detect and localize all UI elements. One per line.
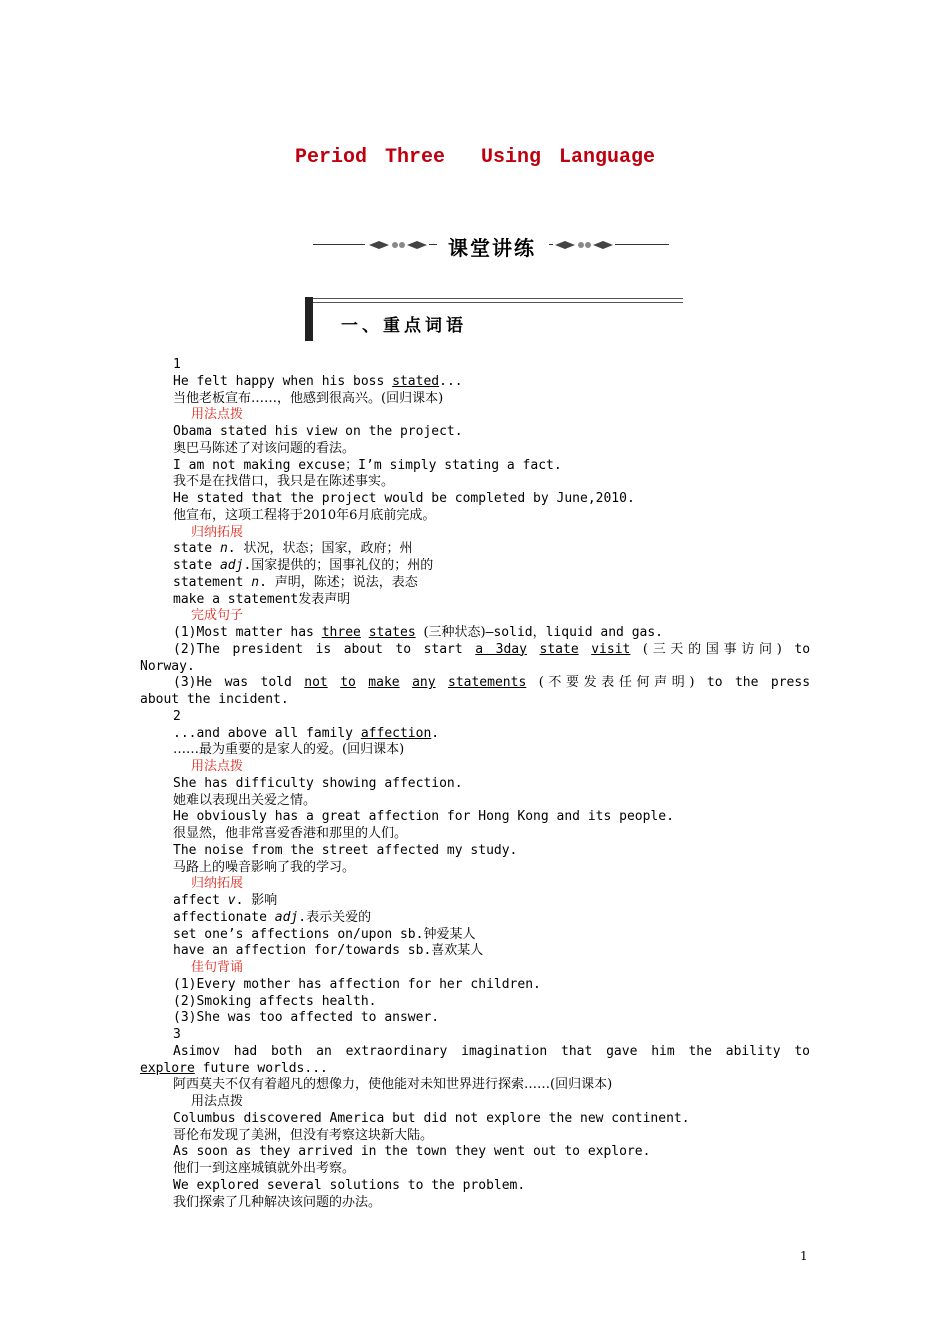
example-line: We explored several solutions to the problem. — [173, 1177, 526, 1193]
ornament-left-icon — [367, 238, 429, 252]
exercise-line: (3)She was too affected to answer. — [173, 1010, 440, 1026]
exercise-line: (2)Smoking affects health. — [173, 993, 377, 1009]
vocabulary-content — [140, 357, 810, 1211]
translation-line: 他宣布，这项工程将于2010年6月底前完成。 — [173, 507, 436, 523]
example-line: He stated that the project would be completed by June,2010. — [173, 491, 635, 506]
example-line: He felt happy when his boss stated... — [173, 373, 463, 389]
ornament-right-icon — [553, 238, 615, 252]
translation-line: 哥伦布发现了美洲，但没有考察这块新大陆。 — [173, 1127, 434, 1143]
translation-line: 我不是在找借口，我只是在陈述事实。 — [173, 474, 395, 490]
word-entry: set one’s affections on/upon sb.钟爱某人 — [173, 926, 476, 942]
translation-line: 他们一到这座城镇就外出考察。 — [173, 1161, 356, 1176]
example-line: explore future worlds... — [140, 1060, 328, 1076]
translation-line: ……最为重要的是家人的爱。(回归课本) — [173, 742, 405, 758]
example-line: The noise from the street affected my study. — [173, 842, 518, 858]
translation-line: 奥巴马陈述了对该问题的看法。 — [173, 440, 356, 456]
translation-line: 我们探索了几种解决该问题的办法。 — [173, 1194, 382, 1210]
example-line: Obama stated his view on the project. — [173, 424, 463, 439]
page-title: Period Three Using Language — [294, 146, 656, 169]
example-line: As soon as they arrived in the town they went out to explore. — [173, 1144, 651, 1160]
word-entry: state n. 状况，状态；国家，政府；州 — [173, 541, 413, 557]
word-entry: state adj.国家提供的；国事礼仪的；州的 — [173, 558, 434, 573]
example-line: I am not making excuse；I’m simply stating a fact. — [173, 457, 562, 473]
example-line: Columbus discovered America but did not explore the new continent. — [173, 1110, 690, 1126]
label-complete: 完成句子 — [191, 608, 244, 624]
label-recite: 佳句背诵 — [191, 960, 244, 975]
label-usage: 用法点拨 — [191, 759, 244, 774]
part-heading — [305, 297, 683, 341]
item-number: 2 — [173, 708, 181, 724]
exercise-line: (2)The president is about to start a 3day state visit (三天的国事访问) to — [173, 641, 810, 657]
exercise-line: (3)He was told not to make any statements (不要发表任何声明) to the press — [173, 675, 810, 691]
part-heading-text: 一、重点词语 — [341, 316, 467, 336]
example-line: Asimov had both an extraordinary imagination that gave him the ability to — [173, 1043, 810, 1059]
translation-line: 阿西莫夫不仅有着超凡的想像力，使他能对未知世界进行探索……(回归课本) — [173, 1077, 613, 1093]
word-entry: affect v. 影响 — [173, 893, 278, 908]
label-summary: 归纳拓展 — [191, 524, 244, 540]
translation-line: 很显然，他非常喜爱香港和那里的人们。 — [173, 826, 408, 841]
translation-line: 当他老板宣布……，他感到很高兴。(回归课本) — [173, 390, 444, 406]
translation-line: 马路上的噪音影响了我的学习。 — [173, 859, 356, 875]
page-number: 1 — [800, 1249, 808, 1263]
label-usage: 用法点拨 — [191, 407, 244, 423]
example-line: She has difficulty showing affection. — [173, 775, 463, 791]
section-header-label: 课堂讲练 — [448, 236, 536, 260]
translation-line: 她难以表现出关爱之情。 — [173, 792, 317, 808]
exercise-line: (1)Every mother has affection for her children. — [173, 976, 541, 992]
example-line: He obviously has a great affection for Hong Kong and its people. — [173, 809, 674, 825]
word-entry: statement n. 声明，陈述；说法，表态 — [173, 574, 418, 590]
label-summary: 归纳拓展 — [191, 876, 244, 892]
word-entry: have an affection for/towards sb.喜欢某人 — [173, 943, 484, 959]
section-header — [313, 232, 669, 258]
item-number: 1 — [173, 357, 181, 372]
word-entry: make a statement发表声明 — [173, 591, 351, 607]
exercise-line: about the incident. — [140, 692, 289, 707]
example-line: ...and above all family affection. — [173, 725, 440, 741]
label-usage-black: 用法点拨 — [191, 1094, 244, 1109]
exercise-line: (1)Most matter has three states (三种状态)—solid，liquid and gas. — [173, 625, 664, 640]
item-number: 3 — [173, 1027, 181, 1042]
exercise-line: Norway. — [140, 658, 195, 674]
word-entry: affectionate adj.表示关爱的 — [173, 909, 372, 925]
